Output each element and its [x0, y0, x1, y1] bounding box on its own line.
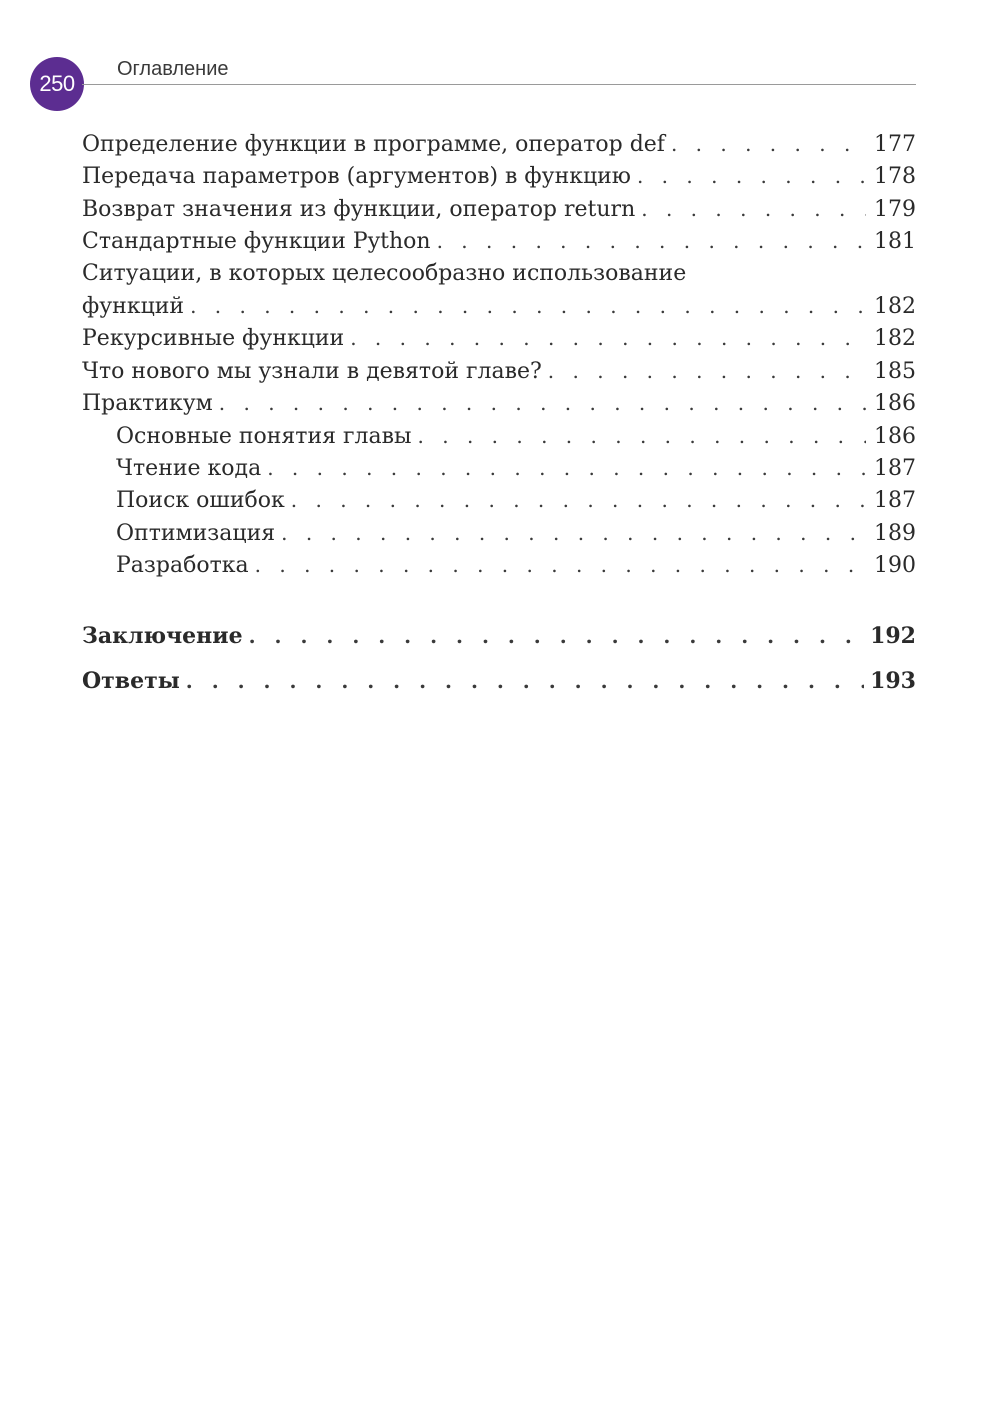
toc-entry-title: Ситуации, в которых целесообразно использование	[82, 260, 687, 286]
toc-entry-page: 187	[866, 485, 916, 516]
toc-entry[interactable]	[82, 225, 916, 257]
toc-entry-page: 189	[866, 518, 916, 549]
header-rule	[82, 84, 916, 85]
toc-entry-page: 182	[866, 323, 916, 354]
toc-dot-leader	[267, 452, 866, 484]
toc-entry-page: 186	[866, 421, 916, 452]
toc-entry[interactable]	[82, 193, 916, 225]
toc-dot-leader	[291, 484, 866, 516]
toc-entry-title: Что нового мы узнали в девятой главе?	[82, 356, 548, 387]
toc-section-entry[interactable]	[82, 659, 916, 704]
toc-entry-title: Стандартные функции Python	[82, 226, 437, 257]
toc-subentry[interactable]	[82, 452, 916, 484]
toc-entry-title: Поиск ошибок	[116, 485, 291, 516]
toc-entry-title: Чтение кода	[116, 453, 267, 484]
toc-entry[interactable]	[82, 387, 916, 419]
toc-entry-page: 187	[866, 453, 916, 484]
toc-dot-leader	[249, 614, 864, 659]
toc-subentry[interactable]	[82, 484, 916, 516]
toc-entry-page: 182	[866, 291, 916, 322]
toc-dot-leader	[637, 160, 866, 192]
toc-entry-page: 181	[866, 226, 916, 257]
toc-subentry[interactable]	[82, 549, 916, 581]
toc-subentry[interactable]	[82, 420, 916, 452]
toc-section-page: 193	[864, 659, 916, 704]
toc-section-title: Заключение	[82, 614, 249, 659]
toc-dot-leader	[219, 387, 866, 419]
toc-dot-leader	[190, 290, 866, 322]
toc-dot-leader	[255, 549, 866, 581]
toc-entry-page: 179	[866, 194, 916, 225]
toc-entry-page: 177	[866, 129, 916, 160]
toc-entry-title: Передача параметров (аргументов) в функцию	[82, 161, 637, 192]
toc-dot-leader	[548, 355, 866, 387]
toc-entry[interactable]	[82, 322, 916, 354]
toc-dot-leader	[186, 659, 864, 704]
toc-subentry[interactable]	[82, 517, 916, 549]
toc-entry-page: 185	[866, 356, 916, 387]
toc-section-entry[interactable]	[82, 614, 916, 659]
toc-entry[interactable]	[82, 128, 916, 160]
toc-entry-title: функций	[82, 291, 190, 322]
table-of-contents	[82, 128, 916, 704]
toc-entry-first-line[interactable]	[82, 258, 916, 290]
toc-entry-title: Практикум	[82, 388, 219, 419]
toc-dot-leader	[641, 193, 866, 225]
page-number-badge: 250	[30, 57, 84, 111]
running-title: Оглавление	[117, 58, 229, 80]
toc-entry-title: Разработка	[116, 550, 255, 581]
toc-section-page: 192	[864, 614, 916, 659]
toc-dot-leader	[418, 420, 866, 452]
toc-dot-leader	[437, 225, 866, 257]
toc-entry-page: 190	[866, 550, 916, 581]
toc-entry-title: Определение функции в программе, оператор def	[82, 129, 671, 160]
toc-entry-title: Рекурсивные функции	[82, 323, 350, 354]
toc-entry-page: 178	[866, 161, 916, 192]
toc-entry[interactable]	[82, 160, 916, 192]
toc-entry-title: Основные понятия главы	[116, 421, 418, 452]
toc-dot-leader	[350, 322, 866, 354]
toc-section-spacer	[82, 581, 916, 614]
toc-section-title: Ответы	[82, 659, 186, 704]
toc-entry-continuation[interactable]	[82, 290, 916, 322]
toc-entry-page: 186	[866, 388, 916, 419]
toc-entry[interactable]	[82, 355, 916, 387]
toc-dot-leader	[671, 128, 866, 160]
toc-dot-leader	[281, 517, 866, 549]
toc-entry-title: Оптимизация	[116, 518, 281, 549]
toc-entry-title: Возврат значения из функции, оператор return	[82, 194, 641, 225]
